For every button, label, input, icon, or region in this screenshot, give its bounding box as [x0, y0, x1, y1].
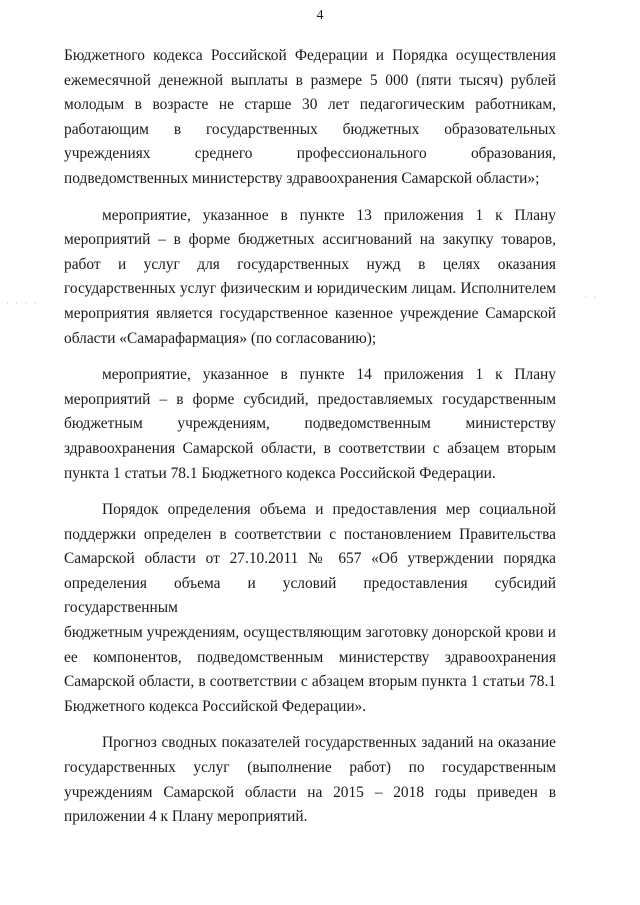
text-line: поддержки определен в соответствии с постановлением Правительства — [64, 525, 556, 543]
text-line: бюджетным учреждениям, подведомственным министерству — [64, 415, 556, 433]
document-body — [64, 44, 556, 830]
text-line: пункта 1 статьи 78.1 Бюджетного кодекса Российской Федерации. — [64, 464, 496, 482]
text-line: здравоохранения Самарской области, в соответствии с абзацем вторым — [64, 439, 556, 457]
paragraph-continuation — [64, 44, 556, 192]
text-line: мероприятий – в форме бюджетных ассигнований на закупку товаров, — [64, 231, 556, 249]
text-line: мероприятие, указанное в пункте 14 приложения 1 к Плану — [102, 366, 556, 384]
text-line: определения объема и условий предоставления субсидий государственным — [64, 574, 556, 617]
text-line: молодым в возрасте не старше 30 лет педагогическим работникам, — [64, 96, 556, 114]
text-line: области «Самарафармация» (по согласованию); — [64, 329, 377, 347]
text-line: ее компонентов, подведомственным министерству здравоохранения — [64, 648, 556, 666]
scan-artifact-right: · · — [584, 292, 599, 302]
text-line: бюджетным учреждениям, осуществляющим заготовку донорской крови и — [64, 624, 556, 642]
text-line: Порядок определения объема и предоставления мер социальной — [102, 501, 556, 519]
text-line: государственных услуг физическим и юридическим лицам. Исполнителем — [64, 280, 556, 298]
paragraph-procedure — [64, 498, 556, 719]
paragraph-measure-14 — [64, 363, 556, 486]
text-line: государственных услуг (выполнение работ) по государственным — [64, 759, 556, 777]
text-line: Прогноз сводных показателей государственных заданий на оказание — [102, 734, 556, 752]
text-line: учреждениям Самарской области на 2015 – 2018 годы приведен в — [64, 783, 556, 801]
page-number: 4 — [316, 8, 324, 23]
paragraph-forecast — [64, 731, 556, 829]
text-line: Самарской области от 27.10.2011 № 657 «Об утверждении порядка — [64, 550, 556, 568]
text-line: учреждениях среднего профессионального образования, — [64, 145, 556, 163]
text-line: Бюджетного кодекса Российской Федерации и Порядка осуществления — [64, 47, 556, 64]
text-line: мероприятие, указанное в пункте 13 приложения 1 к Плану — [102, 206, 556, 224]
text-line: мероприятия является государственное казенное учреждение Самарской — [64, 304, 556, 322]
text-line: Самарской области, в соответствии с абзацем вторым пункта 1 статьи 78.1 — [64, 673, 556, 691]
text-line: мероприятий – в форме субсидий, предоставляемых государственным — [64, 390, 556, 408]
text-line: работ и услуг для государственных нужд в целях оказания — [64, 255, 556, 273]
text-line: подведомственных министерству здравоохранения Самарской области»; — [64, 169, 540, 187]
paragraph-measure-13 — [64, 204, 556, 352]
text-line: ежемесячной денежной выплаты в размере 5 000 (пяти тысяч) рублей — [64, 71, 556, 89]
scan-artifact: · · · · — [6, 298, 39, 308]
text-line: приложении 4 к Плану мероприятий. — [64, 808, 308, 826]
text-line: Бюджетного кодекса Российской Федерации». — [64, 697, 367, 715]
text-line: работающим в государственных бюджетных образовательных — [64, 120, 556, 138]
